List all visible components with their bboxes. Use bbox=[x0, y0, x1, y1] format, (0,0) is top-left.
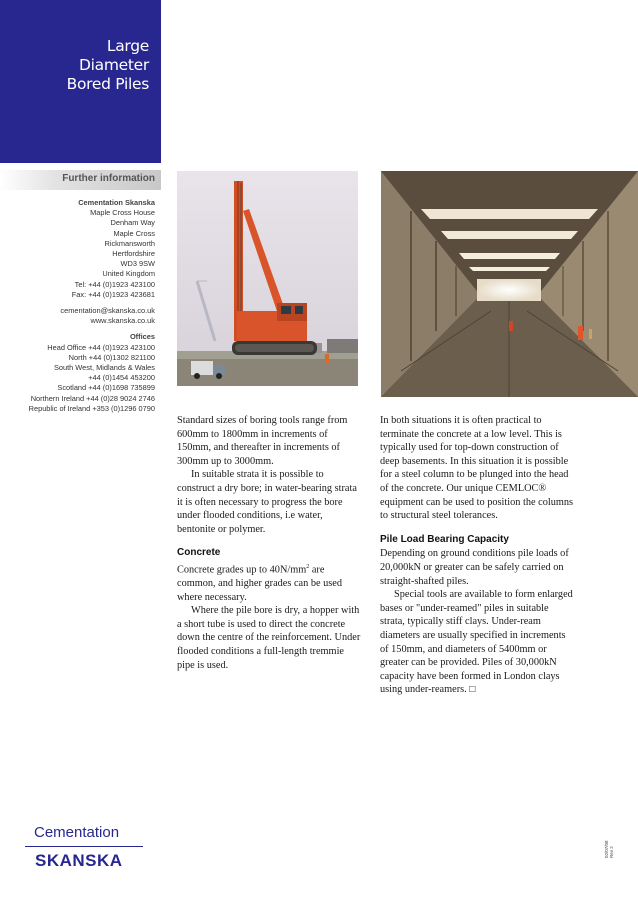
title-block bbox=[0, 0, 161, 163]
superscript-2: 2 bbox=[306, 563, 310, 570]
address-line: Maple Cross House bbox=[90, 208, 155, 218]
paragraph-dry-bore: In suitable strata it is possible to construct a dry bore; in water-bearing strata it is often necessary to progress the bore under flooded conditions, i.e water, bentonite or polymer. bbox=[177, 469, 357, 535]
paragraph-hopper: Where the pile bore is dry, a hopper with a short tube is used to direct the concrete down the centre of the reinforcement. Under flooded conditions a full-length tremmie pipe is used. bbox=[177, 605, 361, 671]
body-column-2 bbox=[380, 414, 574, 697]
office-entry: Republic of Ireland +353 (0)1296 0790 bbox=[28, 403, 155, 413]
piling-rig-photo bbox=[177, 171, 358, 386]
page-title bbox=[9, 37, 149, 94]
heading-load-capacity: Pile Load Bearing Capacity bbox=[380, 533, 509, 545]
document-revision: Rev 2 bbox=[609, 846, 614, 858]
office-entry: South West, Midlands & Wales bbox=[53, 363, 155, 373]
email-link[interactable]: cementation@skanska.co.uk bbox=[60, 306, 155, 316]
company-name: Cementation Skanska bbox=[78, 198, 155, 207]
address-line: Hertfordshire bbox=[112, 249, 155, 259]
title-line-3: Bored Piles bbox=[66, 75, 149, 93]
heading-concrete: Concrete bbox=[177, 547, 221, 559]
office-entry: North +44 (0)1302 821100 bbox=[68, 352, 155, 362]
tunnel-construction-photo bbox=[381, 171, 638, 397]
logo-cementation-text: Cementation bbox=[34, 824, 120, 841]
concrete-grades-text-cont: are common, and higher grades can be used where necessary. bbox=[177, 564, 342, 603]
contact-details bbox=[0, 198, 155, 414]
address-line: Maple Cross bbox=[113, 228, 155, 238]
telephone: Tel: +44 (0)1923 423100 bbox=[74, 279, 155, 289]
office-entry: +44 (0)1454 453200 bbox=[88, 373, 155, 383]
office-entry: Northern Ireland +44 (0)28 9024 2746 bbox=[30, 393, 155, 403]
paragraph-boring-tools: Standard sizes of boring tools range from 600mm to 1800mm in increments of 150mm, and thereafter in increments of 300mm up to 3000mm. bbox=[177, 415, 348, 467]
cementation-skanska-logo bbox=[22, 818, 144, 878]
title-line-1: Large bbox=[106, 37, 149, 55]
offices-heading: Offices bbox=[129, 332, 155, 342]
office-entry: Head Office +44 (0)1923 423100 bbox=[47, 342, 155, 352]
logo-skanska-text: SKANSKA bbox=[35, 851, 123, 870]
further-information-bar bbox=[0, 170, 161, 190]
body-column-1 bbox=[177, 414, 363, 672]
address-line: WD3 9SW bbox=[120, 259, 155, 269]
paragraph-terminate-concrete: In both situations it is often practical to terminate the concrete at a low level. This is typically used for top-down construction of deep basements. In this situation it is possible for a steel column to be plunged into the head of the concrete. Our unique CEMLOC® equipment can be used to position the columns to structural steel tolerances. bbox=[380, 415, 574, 522]
concrete-grades-text: Concrete grades up to 40N/mm bbox=[177, 564, 307, 576]
address-line: Denham Way bbox=[110, 218, 155, 228]
address-line: Rickmansworth bbox=[104, 238, 155, 248]
further-information-label: Further information bbox=[62, 173, 155, 184]
logo-rule bbox=[25, 846, 143, 847]
paragraph-concrete-grades bbox=[177, 561, 363, 604]
paragraph-pile-loads: Depending on ground conditions pile loads of 20,000kN or greater can be safely carried on straight-shafted piles. bbox=[380, 548, 569, 587]
office-entry: Scotland +44 (0)1698 735899 bbox=[57, 383, 155, 393]
document-date: 02/07/08 bbox=[604, 840, 609, 858]
paragraph-under-reamed: Special tools are available to form enlarged bases or "under-reamed" piles in suitable strata, typically stiff clays. Under-ream diameters are usually specified in increments of 150mm, and diameters of 5400mm or greater can be provided. Piles of 30,000kN capacity have been formed in London clays using under-reamers. □ bbox=[380, 589, 573, 696]
fax: Fax: +44 (0)1923 423681 bbox=[71, 289, 155, 299]
website-link[interactable]: www.skanska.co.uk bbox=[90, 316, 155, 326]
title-line-2: Diameter bbox=[79, 56, 149, 74]
address-line: United Kingdom bbox=[102, 269, 155, 279]
document-code bbox=[604, 828, 628, 864]
